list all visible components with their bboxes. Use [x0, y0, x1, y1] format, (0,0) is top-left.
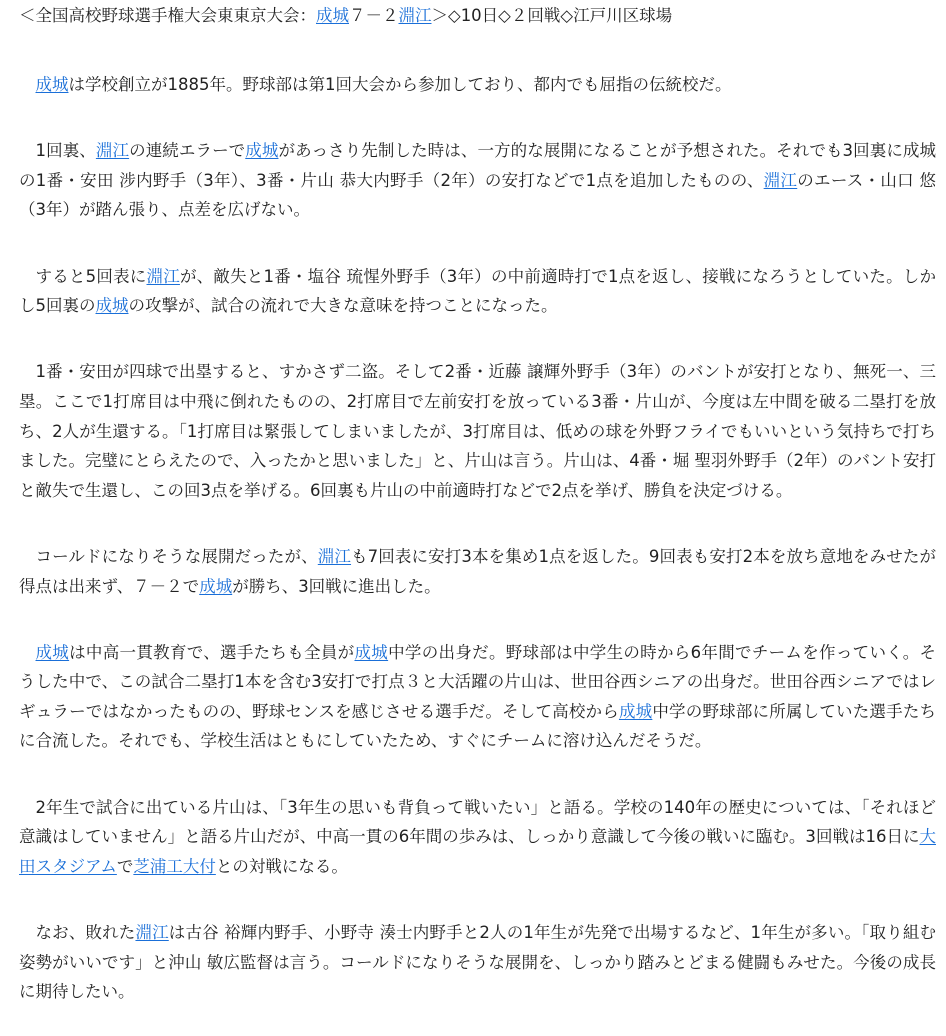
paragraph [19, 918, 936, 1007]
link-芝浦工大付[interactable]: 芝浦工大付 [133, 856, 216, 876]
link-大田スタジアム[interactable]: 大田スタジアム [19, 827, 936, 876]
text-run: なお、敗れた [35, 923, 136, 943]
text-run: が勝ち、3回戦に進出した。 [232, 576, 441, 596]
text-run: ７－２ [349, 6, 399, 25]
text-run: の攻撃が、試合の流れで大きな意味を持つことになった。 [128, 296, 558, 316]
text-run: 1回裏、 [35, 141, 96, 161]
text-run: があっさり先制した時は、一方的な展開になることが予想された。それでも3回裏に成城の1番・安田 涉内野手（3年）、3番・片山 恭大内野手（2年）の安打などで1点を追加したものの、 [19, 141, 937, 190]
text-run: との対戦になる。 [215, 856, 348, 876]
text-run: は中高一貫教育で、選手たちも全員が [69, 642, 355, 662]
text-run: は学校創立が1885年。野球部は第1回大会から参加しており、都内でも屈指の伝統校だ。 [68, 75, 732, 94]
link-成城[interactable]: 成城 [354, 642, 389, 662]
game-header [19, 4, 936, 28]
text-run: コールドになりそうな展開だったが、 [35, 546, 318, 566]
paragraph [19, 542, 936, 601]
text-run: ＞◇10日◇２回戦◇江戸川区球場 [431, 6, 673, 25]
link-成城[interactable]: 成城 [199, 576, 233, 596]
text-run: 中学の出身だ。野球部は中学生の時から6年間でチームを作っていく。そうした中で、この試合二塁打1本を含む3安打で打点３と大活躍の片山は、世田谷西シニアの出身だ。世田谷西シニアではレギュラーではなかったものの、野球センスを感じさせる選手だ。そして高校から [19, 642, 937, 721]
link-成城[interactable]: 成城 [618, 701, 653, 721]
text-run: 2年生で試合に出ている片山は、「3年生の思いも背負って戦いたい」と語る。学校の140年の歴史については、「それほど意識はしていません」と語る片山だが、中高一貫の6年間の歩みは、しっかり意識して今後の戦いに臨む。3回戦は16日に [19, 797, 936, 847]
link-成城[interactable]: 成城 [245, 141, 279, 161]
text-run: 中学の野球部に所属していた選手たちに合流した。それでも、学校生活はともにしていたため、すぐにチームに溶け込んだそうだ。 [19, 701, 937, 751]
paragraph [19, 262, 936, 321]
link-成城[interactable]: 成城 [95, 296, 129, 316]
article-body [19, 70, 936, 1007]
text-run: が、敵失と1番・塩谷 琉惺外野手（3年）の中前適時打で1点を返し、接戦になろうとしていた。しかし5回裏の [19, 266, 937, 316]
text-run: のエース・山口 悠（3年）が踏ん張り、点差を広げない。 [19, 170, 936, 220]
link-淵江[interactable]: 淵江 [317, 546, 352, 566]
link-淵江[interactable]: 淵江 [398, 6, 432, 25]
paragraph [19, 638, 936, 756]
text-run: ＜全国高校野球選手権大会東東京大会： [19, 6, 316, 25]
paragraph [19, 136, 936, 225]
paragraph [19, 793, 936, 882]
link-淵江[interactable]: 淵江 [146, 266, 180, 286]
link-成城[interactable]: 成城 [35, 642, 70, 662]
text-run: すると5回表に [35, 266, 147, 286]
text-run: で [116, 856, 134, 876]
text-run: の連続エラーで [129, 141, 246, 161]
link-淵江[interactable]: 淵江 [763, 170, 798, 190]
paragraph [19, 357, 936, 505]
link-淵江[interactable]: 淵江 [95, 141, 130, 161]
text-run: 1番・安田が四球で出塁すると、すかさず二盗。そして2番・近藤 譲輝外野手（3年）のバントが安打となり、無死一、三塁。ここで1打席目は中飛に倒れたものの、2打席目で左前安打を放っている3番・片山が、今度は左中間を破る二塁打を放ち、2人が生還する。「1打席目は緊張してしまいましたが、3打席目は、低めの球を外野フライでもいいという気持ちで打ちました。完璧にとらえたので、入ったかと思いました」と、片山は言う。片山は、4番・堀 聖羽外野手（2年）のバント安打と敵失で生還し、この回3点を挙げる。6回裏も片山の中前適時打などで2点を挙げ、勝負を決定づける。 [19, 362, 936, 500]
paragraph [19, 70, 936, 100]
link-成城[interactable]: 成城 [316, 6, 349, 25]
link-成城[interactable]: 成城 [35, 75, 69, 94]
link-淵江[interactable]: 淵江 [135, 923, 169, 943]
text-run: は古谷 裕輝内野手、小野寺 湊士内野手と2人の1年生が先発で出場するなど、1年生が多い。「取り組む姿勢がいいです」と沖山 敏広監督は言う。コールドになりそうな展開を、しっかり踏みとどまる健闘もみせた。今後の成長に期待したい。 [19, 923, 937, 1002]
text-run: も7回表に安打3本を集め1点を返した。9回表も安打2本を放ち意地をみせたが得点は出来ず、７－２で [19, 546, 936, 596]
